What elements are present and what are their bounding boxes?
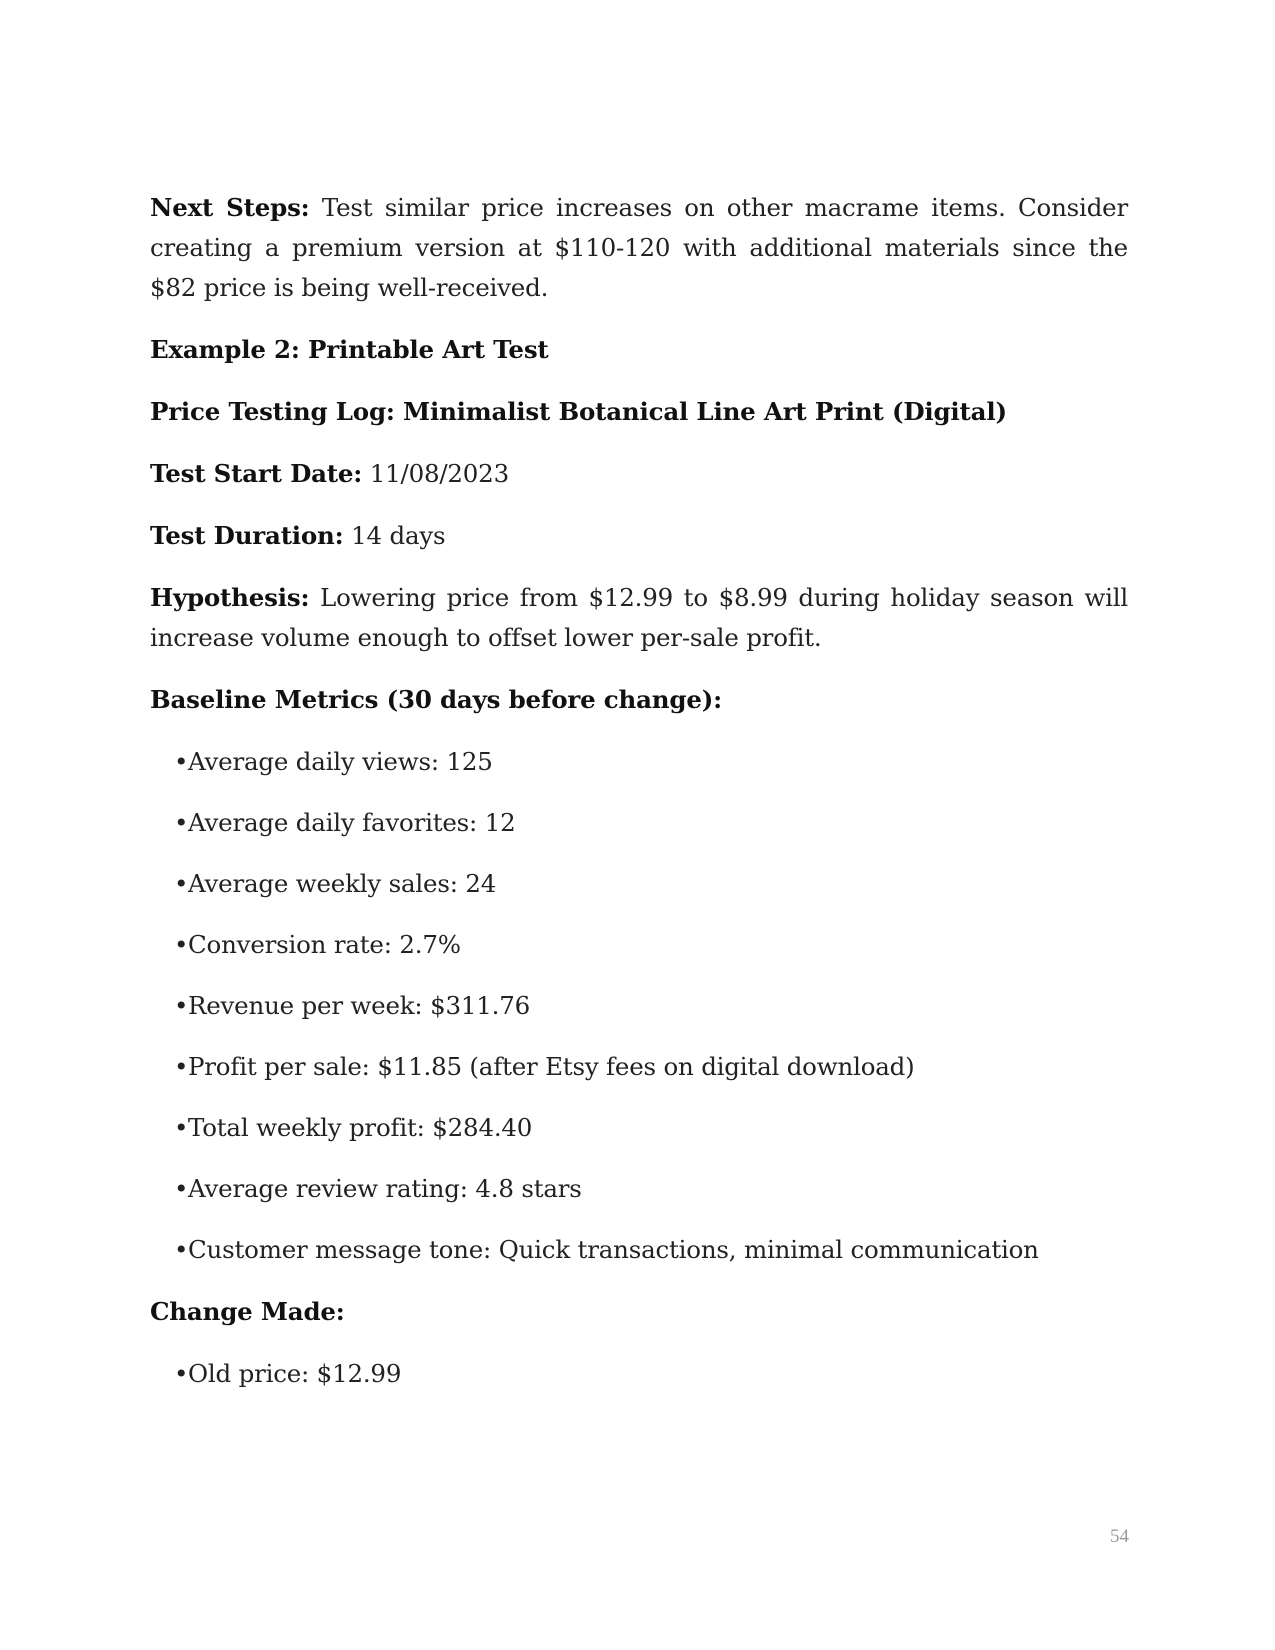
- list-item-text: Average daily views: 125: [188, 747, 493, 776]
- bullet-icon: •: [174, 747, 189, 776]
- log-heading: Price Testing Log: Minimalist Botanical Line Art Print (Digital): [150, 397, 1007, 426]
- list-item: [174, 925, 1128, 965]
- list-item: [174, 1047, 1128, 1087]
- list-item: [174, 742, 1128, 782]
- page-number: 54: [1110, 1526, 1129, 1547]
- baseline-heading: Baseline Metrics (30 days before change):: [150, 685, 722, 714]
- change-heading: Change Made:: [150, 1297, 345, 1326]
- duration-label: Test Duration:: [150, 521, 344, 550]
- list-item: [174, 1108, 1128, 1148]
- start-date-line: [150, 454, 1128, 494]
- bullet-icon: •: [174, 1359, 189, 1388]
- hypothesis-paragraph: [150, 578, 1128, 658]
- hypothesis-text: Lowering price from $12.99 to $8.99 during holiday season will increase volume enough to offset lower per-sale profit.: [150, 583, 1128, 652]
- bullet-icon: •: [174, 1052, 189, 1081]
- list-item-text: Average weekly sales: 24: [188, 869, 497, 898]
- start-date-value: 11/08/2023: [362, 459, 509, 488]
- change-list: [150, 1354, 1128, 1394]
- bullet-icon: •: [174, 1174, 189, 1203]
- list-item-text: Profit per sale: $11.85 (after Etsy fees on digital download): [188, 1052, 915, 1081]
- list-item-text: Old price: $12.99: [188, 1359, 402, 1388]
- bullet-icon: •: [174, 991, 189, 1020]
- next-steps-text: Test similar price increases on other macrame items. Consider creating a premium version at $110-120 with additional materials since the $82 price is being well-received.: [150, 193, 1128, 302]
- list-item-text: Total weekly profit: $284.40: [188, 1113, 533, 1142]
- duration-line: [150, 516, 1128, 556]
- list-item-text: Average daily favorites: 12: [188, 808, 516, 837]
- list-item: [174, 864, 1128, 904]
- example-heading: Example 2: Printable Art Test: [150, 335, 549, 364]
- bullet-icon: •: [174, 808, 189, 837]
- list-item: [174, 1354, 1128, 1394]
- list-item: [174, 803, 1128, 843]
- list-item-text: Customer message tone: Quick transactions, minimal communication: [188, 1235, 1039, 1264]
- document-page: [150, 188, 1128, 1416]
- list-item-text: Revenue per week: $311.76: [188, 991, 530, 1020]
- bullet-icon: •: [174, 869, 189, 898]
- list-item: [174, 986, 1128, 1026]
- start-date-label: Test Start Date:: [150, 459, 363, 488]
- bullet-icon: •: [174, 1113, 189, 1142]
- list-item: [174, 1230, 1128, 1270]
- baseline-list: [150, 742, 1128, 1270]
- list-item-text: Conversion rate: 2.7%: [188, 930, 461, 959]
- hypothesis-label: Hypothesis:: [150, 583, 310, 612]
- duration-value: 14 days: [343, 521, 446, 550]
- bullet-icon: •: [174, 1235, 189, 1264]
- next-steps-label: Next Steps:: [150, 193, 310, 222]
- bullet-icon: •: [174, 930, 189, 959]
- list-item-text: Average review rating: 4.8 stars: [188, 1174, 582, 1203]
- next-steps-paragraph: [150, 188, 1128, 308]
- list-item: [174, 1169, 1128, 1209]
